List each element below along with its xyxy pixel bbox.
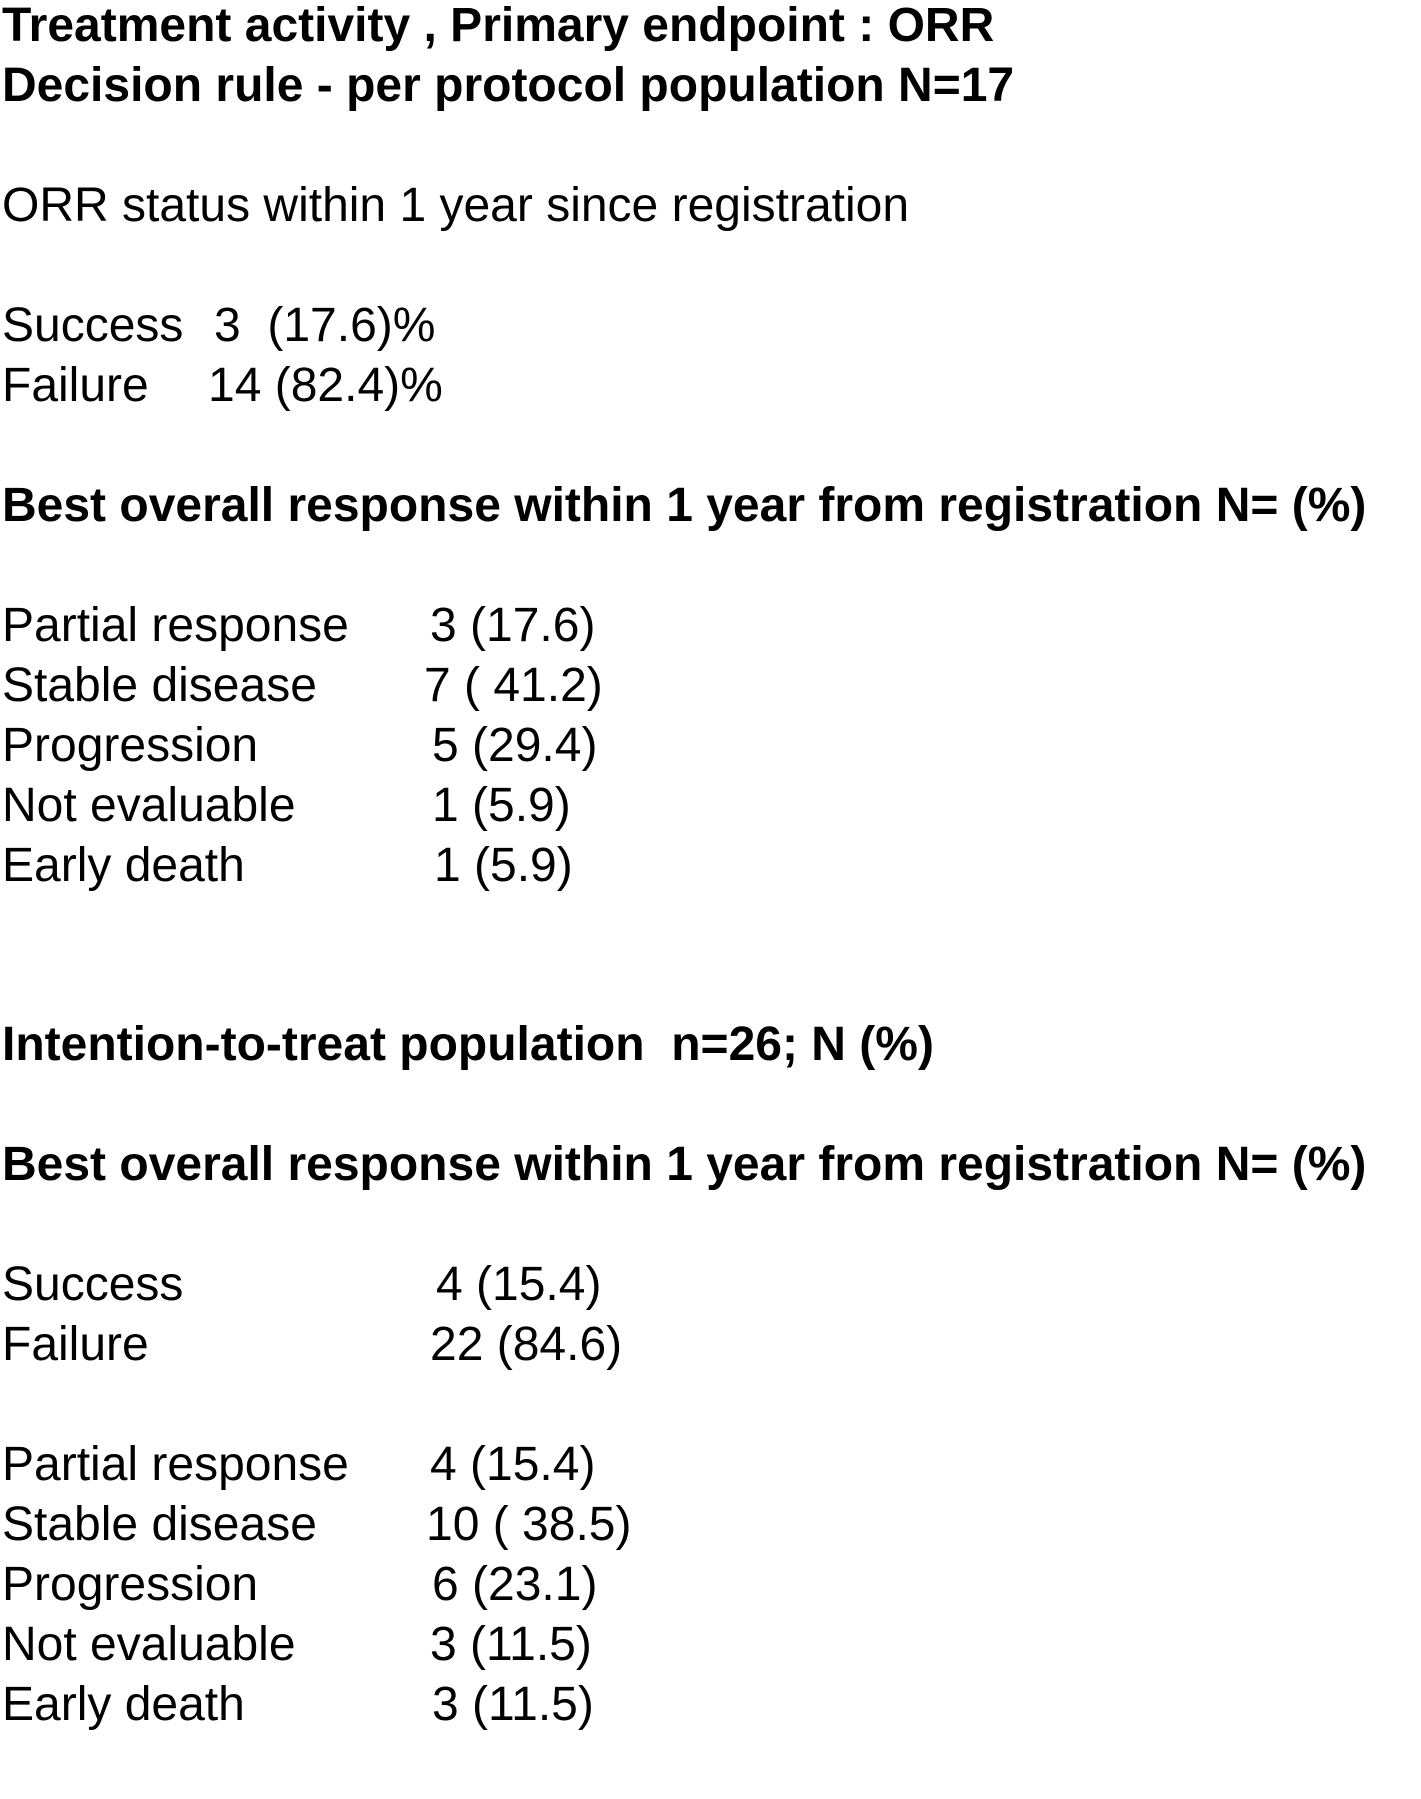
itt-early-death-label: Early death — [2, 1678, 245, 1731]
itt-partial-response-label: Partial response — [2, 1438, 349, 1491]
document-title: Treatment activity , Primary endpoint : ORR — [2, 0, 995, 52]
orr-success-value: 3 (17.6)% — [214, 299, 436, 352]
itt-failure-value: 22 (84.6) — [430, 1318, 623, 1371]
itt-early-death-value: 3 (11.5) — [432, 1678, 594, 1731]
pp-stable-disease-label: Stable disease — [2, 659, 317, 712]
itt-partial-response-value: 4 (15.4) — [430, 1438, 596, 1491]
itt-best-response-title: Best overall response within 1 year from registration N= (%) — [2, 1138, 1367, 1191]
document-subtitle: Decision rule - per protocol population N=17 — [2, 59, 1015, 112]
itt-stable-disease-label: Stable disease — [2, 1498, 317, 1551]
itt-success-label: Success — [2, 1258, 184, 1311]
itt-not-evaluable-label: Not evaluable — [2, 1618, 296, 1671]
pp-not-evaluable-value: 1 (5.9) — [432, 779, 571, 832]
itt-progression-value: 6 (23.1) — [432, 1558, 598, 1611]
pp-partial-response-label: Partial response — [2, 599, 349, 652]
itt-success-value: 4 (15.4) — [436, 1258, 602, 1311]
pp-early-death-label: Early death — [2, 839, 245, 892]
itt-title: Intention-to-treat population n=26; N (%) — [2, 1018, 934, 1071]
itt-progression-label: Progression — [2, 1558, 259, 1611]
orr-status-title: ORR status within 1 year since registration — [2, 179, 910, 232]
itt-failure-label: Failure — [2, 1318, 149, 1371]
pp-progression-label: Progression — [2, 719, 259, 772]
pp-best-response-title: Best overall response within 1 year from registration N= (%) — [2, 479, 1367, 532]
pp-partial-response-value: 3 (17.6) — [430, 599, 596, 652]
orr-success-label: Success — [2, 299, 184, 352]
pp-progression-value: 5 (29.4) — [432, 719, 598, 772]
pp-stable-disease-value: 7 ( 41.2) — [424, 659, 603, 712]
pp-not-evaluable-label: Not evaluable — [2, 779, 296, 832]
orr-failure-value: 14 (82.4)% — [208, 359, 443, 412]
itt-not-evaluable-value: 3 (11.5) — [430, 1618, 592, 1671]
orr-failure-label: Failure — [2, 359, 149, 412]
pp-early-death-value: 1 (5.9) — [434, 839, 573, 892]
itt-stable-disease-value: 10 ( 38.5) — [426, 1498, 632, 1551]
